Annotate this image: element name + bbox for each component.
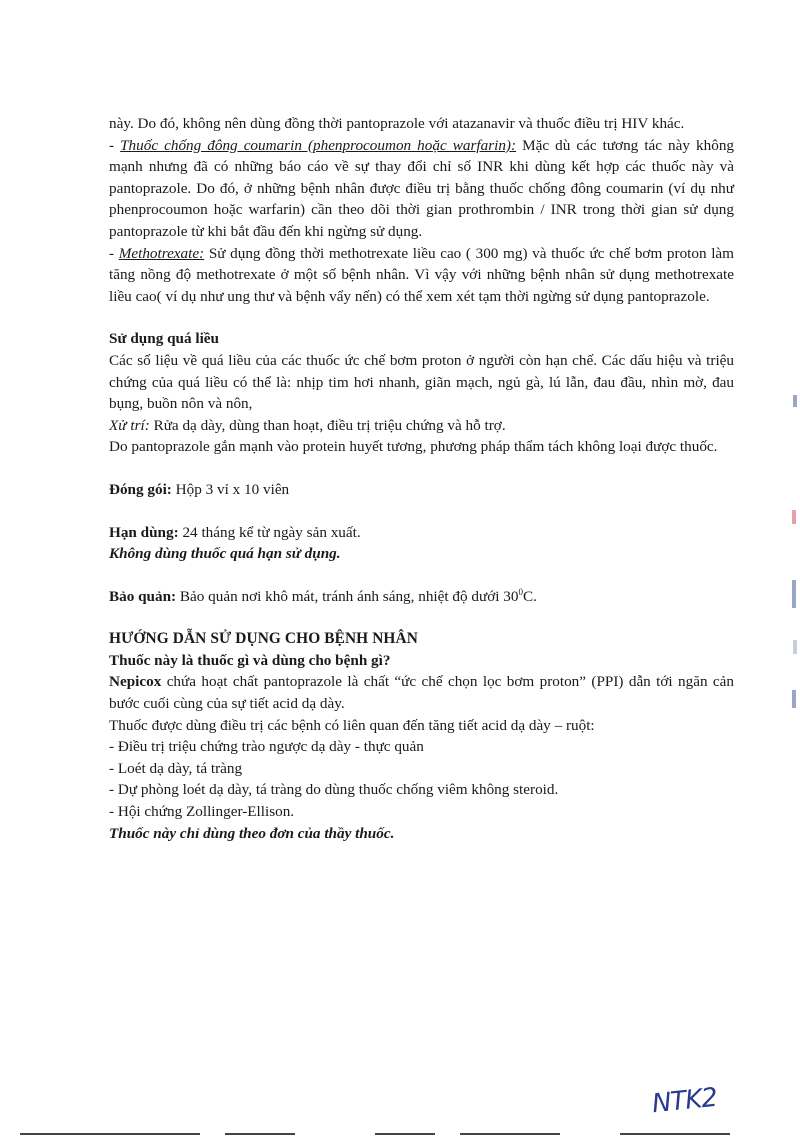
hiv-interaction-text: này. Do đó, không nên dùng đồng thời pantoprazole với atazanavir và thuốc điều trị HIV khác. [109,115,685,132]
handwritten-signature: NTK2 [650,1082,719,1120]
packaging-line [109,479,734,501]
expiry-warning: Không dùng thuốc quá hạn sử dụng. [109,545,341,563]
spacer [109,501,734,522]
scan-edge-mark [792,510,796,524]
use-item: - Dự phòng loét dạ dày, tá tràng do dùng thuốc chống viêm không steroid. [109,781,559,799]
overdose-treatment [109,415,734,437]
patient-guide-question: Thuốc này là thuốc gì và dùng cho bệnh gì? [109,651,391,669]
document-page [109,113,734,844]
overdose-text: Các số liệu về quá liều của các thuốc ức chế bơm proton ở người còn hạn chế. Các dấu hiệu và triệu chứng của quá liều có thể là: nhịp tim hơi nhanh, giãn mạch, ngủ gà, lú lẫn, đau đầu, nhìn mờ, đau bụng, buồn nôn và nôn, [109,351,734,413]
scan-edge-mark [792,580,796,608]
packaging-label: Đóng gói: [109,480,172,498]
storage-line [109,586,734,608]
methotrexate-paragraph: - Methotrexate: Sử dụng đồng thời methotrexate liều cao ( 300 mg) và thuốc ức chế bơm proton làm tăng nồng độ methotrexate ở một số bệnh nhân. Vì vậy với những bệnh nhân sử dụng methotrexate liều cao( ví dụ như ung thư và bệnh vẩy nến) có thể xem xét tạm thời ngừng sử dụng pantoprazole. [109,244,734,305]
coumarin-title: Thuốc chống đông coumarin (phenprocoumon hoặc warfarin): [120,136,517,154]
bottom-rule [225,1133,295,1135]
uses-intro: Thuốc được dùng điều trị các bệnh có liên quan đến tăng tiết acid dạ dày – ruột: [109,716,595,734]
coumarin-paragraph: - Thuốc chống đông coumarin (phenprocoumon hoặc warfarin): Mặc dù các tương tác này không mạnh nhưng đã có những báo cáo về sự thay đổi chỉ số INR khi dùng kết hợp các thuốc này và pantoprazole. Do đó, ở những bệnh nhân được điều trị bằng thuốc chống đông coumarin (ví dụ như phenprocoumon hoặc warfarin) cần theo dõi thời gian prothrombin / INR trong thời gian sử dụng pantoprazole từ khi bắt đầu đến khi ngừng sử dụng. [109,136,735,240]
spacer [109,307,734,328]
brand-name: Nepicox [109,673,162,691]
packaging-value: Hộp 3 vỉ x 10 viên [171,480,290,498]
use-item: - Điều trị triệu chứng trào ngược dạ dày - thực quản [109,738,424,756]
use-item: - Hội chứng Zollinger-Ellison. [109,803,295,821]
bottom-rule [460,1133,560,1135]
storage-unit: C. [522,587,537,605]
brand-text: chứa hoạt chất pantoprazole là chất “ức chế chọn lọc bơm proton” (PPI) dẫn tới ngăn cản bước cuối cùng của sự tiết acid dạ dày. [109,673,734,713]
spacer [109,607,734,628]
bottom-rule [20,1133,200,1135]
bottom-rule [375,1133,435,1135]
methotrexate-text: Sử dụng đồng thời methotrexate liều cao ( 300 mg) và thuốc ức chế bơm proton làm tăng nồng độ methotrexate ở một số bệnh nhân. Vì vậy với những bệnh nhân sử dụng methotrexate liều cao( ví dụ như ung thư và bệnh vẩy nến) có thể xem xét tạm thời ngừng sử dụng pantoprazole. [109,244,734,305]
use-item: - Loét dạ dày, tá tràng [109,759,243,777]
spacer [109,565,734,586]
patient-guide-heading: HƯỚNG DẪN SỬ DỤNG CHO BỆNH NHÂN [109,630,418,648]
spacer [109,458,734,479]
scan-edge-mark [792,690,796,708]
brand-paragraph [109,671,734,714]
storage-value: Bảo quản nơi khô mát, tránh ánh sáng, nhiệt độ dưới 30 [176,587,519,605]
prescription-note: Thuốc này chỉ dùng theo đơn của thầy thuốc. [109,824,395,842]
overdose-heading: Sử dụng quá liều [109,330,219,348]
scan-edge-mark [793,640,797,654]
treatment-label: Xử trí: [109,416,150,434]
degree-superscript: 0 [518,586,523,597]
shelf-life-line [109,522,734,544]
bottom-rule [620,1133,730,1135]
shelf-life-label: Hạn dùng: [109,523,179,541]
shelf-life-value: 24 tháng kể từ ngày sản xuất. [178,523,361,541]
storage-label: Bảo quản: [109,587,177,605]
dialysis-text: Do pantoprazole gắn mạnh vào protein huyết tương, phương pháp thẩm tách không loại được thuốc. [109,438,718,456]
scan-edge-mark [793,395,797,407]
coumarin-text: Mặc dù các tương tác này không mạnh nhưng đã có những báo cáo về sự thay đổi chỉ số INR khi dùng kết hợp các thuốc này và pantoprazole. Do đó, ở những bệnh nhân được điều trị bằng thuốc chống đông coumarin (ví dụ như phenprocoumon hoặc warfarin) cần theo dõi thời gian prothrombin / INR trong thời gian sử dụng pantoprazole từ khi bắt đầu đến khi ngừng sử dụng. [109,136,735,240]
methotrexate-title: Methotrexate: [118,244,205,262]
treatment-text: Rửa dạ dày, dùng than hoạt, điều trị triệu chứng và hỗ trợ. [149,416,506,434]
